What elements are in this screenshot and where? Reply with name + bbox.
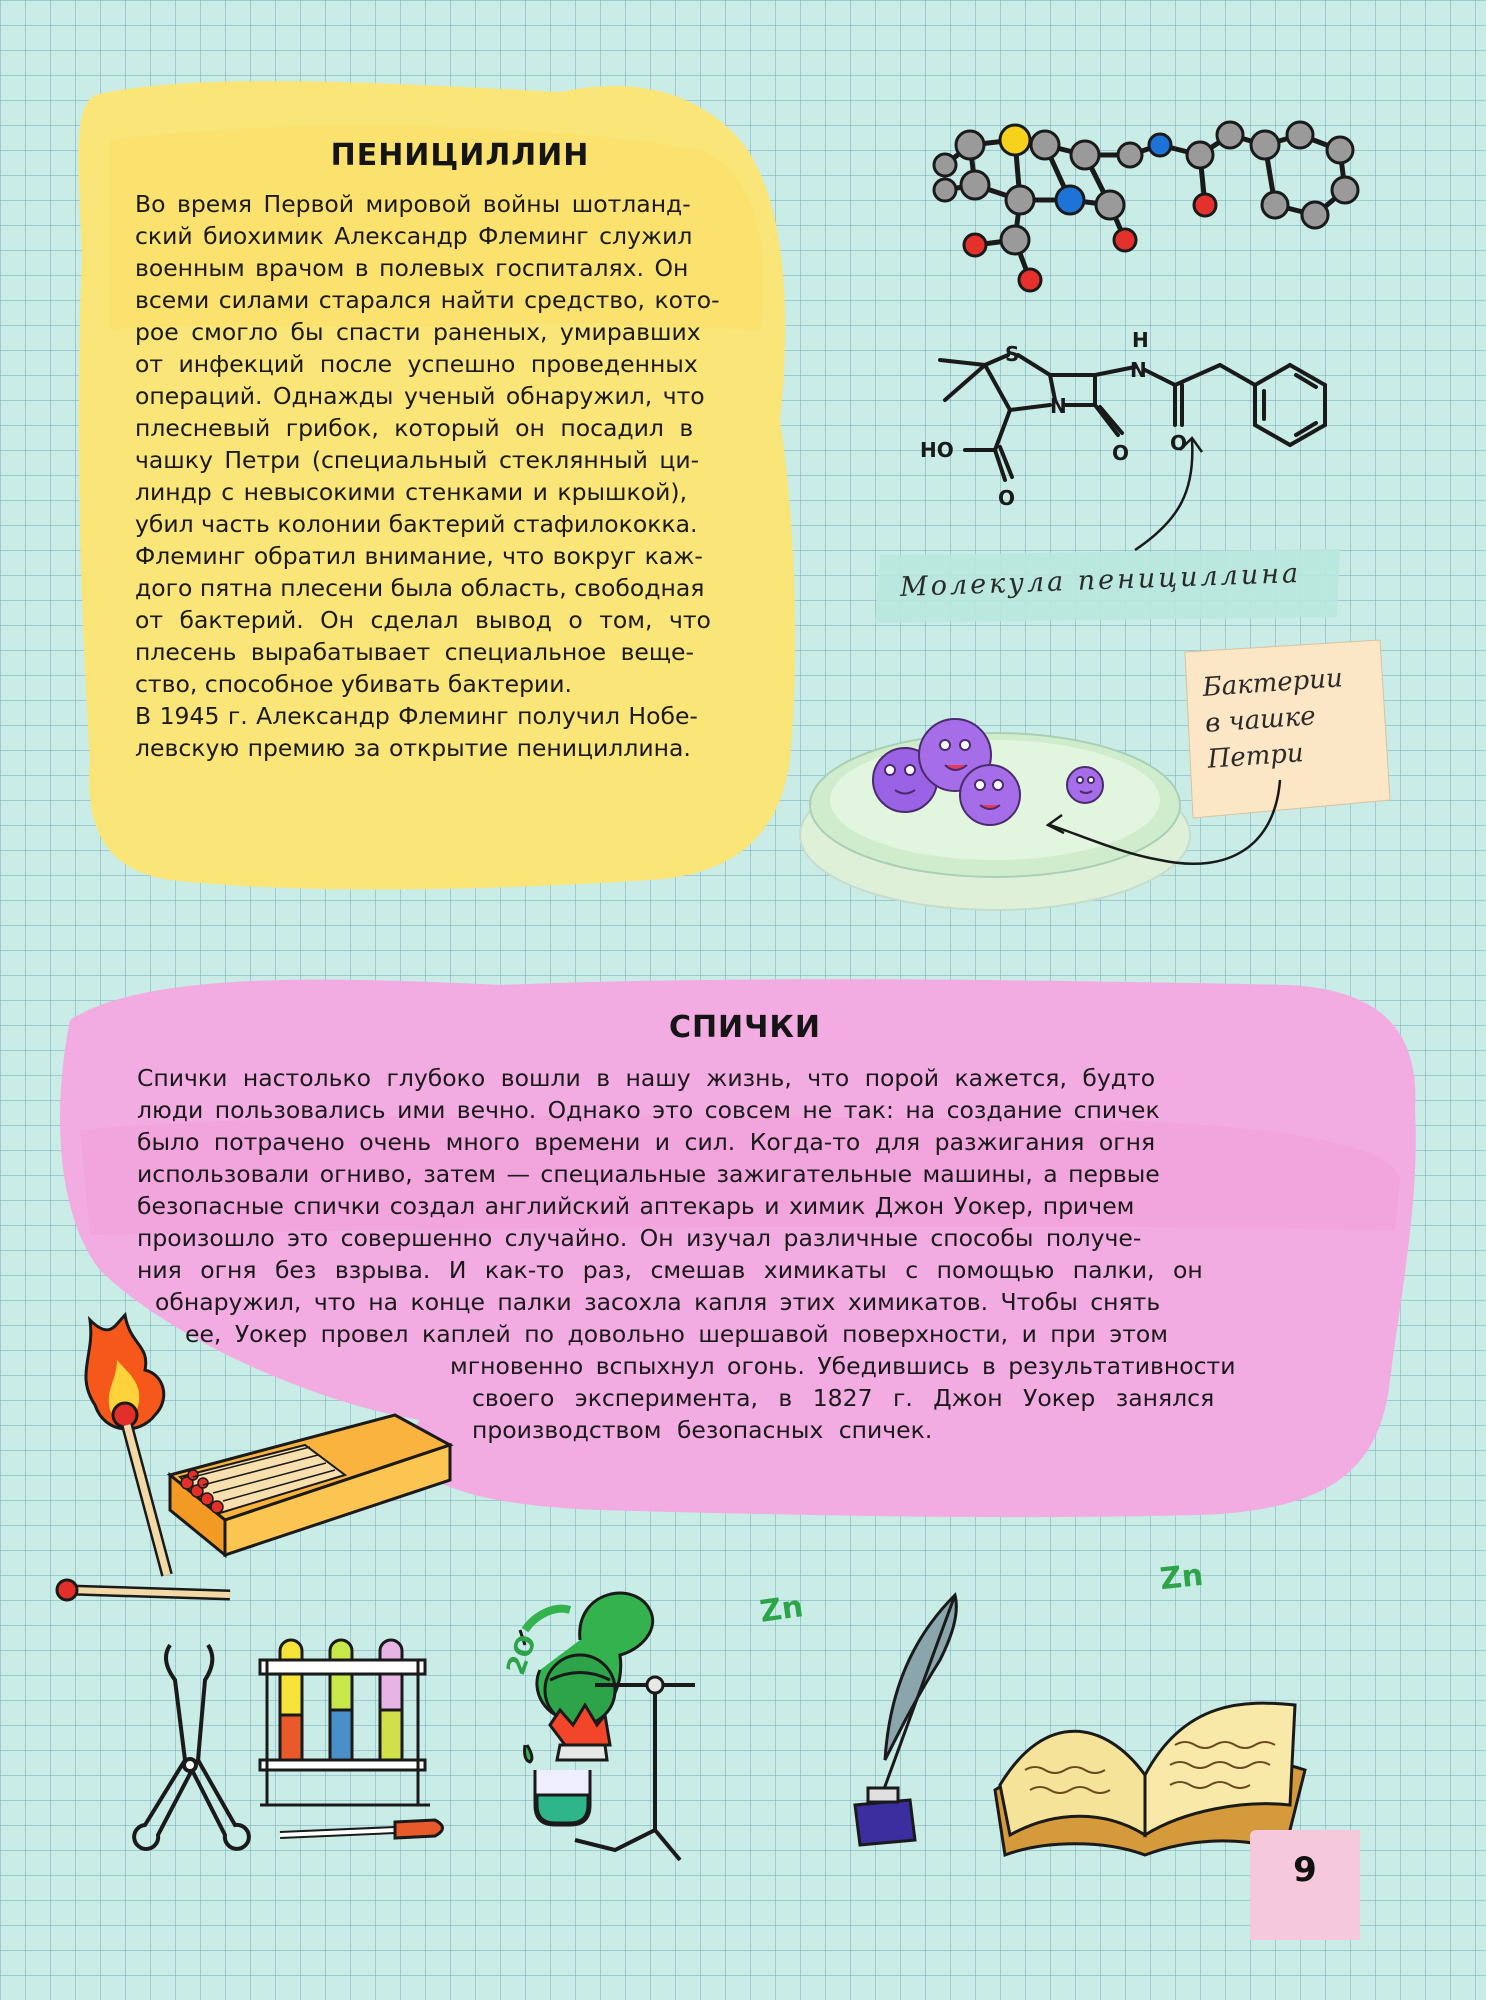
penicillin-ball-stick-model [940, 110, 1380, 330]
test-tube-rack-illustration [255, 1630, 455, 1860]
formula-amide-n: N [1130, 358, 1147, 382]
open-book-illustration [985, 1650, 1315, 1860]
penicillin-line: Флеминг обратил внимание, что вокруг каж- [135, 542, 703, 570]
matches-title: СПИЧКИ [668, 1010, 822, 1045]
molecule-arrow [1120, 420, 1220, 560]
oxygen-symbol: 2O [501, 1630, 544, 1680]
formula-sulfur: S [1005, 342, 1020, 366]
matches-line: ния огня без взрыва. И как-то раз, смешав химикаты с помощью палки, он [137, 1256, 1203, 1284]
formula-oxygen: O [1170, 431, 1188, 455]
matches-line: мгновенно вспыхнул огонь. Убедившись в результативности [450, 1352, 1236, 1380]
penicillin-line: рое смогло бы спасти раненых, умиравших [135, 318, 701, 346]
formula-nitrogen: N [1050, 394, 1067, 418]
penicillin-text [135, 188, 800, 764]
penicillin-title: ПЕНИЦИЛЛИН [330, 138, 590, 173]
matches-line: производством безопасных спичек. [472, 1416, 933, 1444]
matches-line: Спички настолько глубоко вошли в нашу жизнь, что порой кажется, будто [137, 1064, 1156, 1092]
bacteria-label-line: в чашке [1204, 701, 1317, 739]
crucible-tongs-illustration [130, 1640, 245, 1850]
penicillin-line: дого пятна плесени была область, свободная [135, 574, 705, 602]
bacteria-arrow [1040, 775, 1300, 885]
matchbox-illustration [55, 1315, 475, 1625]
chemistry-apparatus-illustration [495, 1570, 785, 1870]
penicillin-line: В 1945 г. Александр Флеминг получил Нобе- [135, 702, 698, 730]
penicillin-line: от бактерий. Он сделал вывод о том, что [135, 606, 711, 634]
penicillin-line: от инфекций после успешно проведенных [135, 350, 698, 378]
penicillin-line: чашку Петри (специальный стеклянный ци- [135, 446, 700, 474]
penicillin-line: плесень вырабатывает специальное веще- [135, 638, 694, 666]
molecule-label: Молекула пенициллина [899, 558, 1302, 603]
matches-line: было потрачено очень много времени и сил. Когда-то для разжигания огня [137, 1128, 1156, 1156]
formula-oxygen: O [1112, 441, 1130, 465]
zinc-symbol: Zn [757, 1589, 806, 1630]
penicillin-line: Во время Первой мировой войны шотланд- [135, 190, 691, 218]
matches-line: обнаружил, что на конце палки засохла капля этих химикатов. Чтобы снять [155, 1288, 1161, 1316]
page-number: 9 [1293, 1850, 1317, 1890]
matches-line: безопасные спички создал английский аптекарь и химик Джон Уокер, причем [137, 1192, 1135, 1220]
zinc-symbol: Zn [1158, 1557, 1205, 1598]
matches-line: своего эксперимента, в 1827 г. Джон Уокер занялся [472, 1384, 1215, 1412]
formula-hydrogen: H [1132, 328, 1149, 352]
penicillin-line: операций. Однажды ученый обнаружил, что [135, 382, 705, 410]
formula-oxygen: O [998, 486, 1016, 510]
penicillin-line: линдр с невысокими стенками и крышкой), [135, 478, 688, 506]
penicillin-line: плесневый грибок, который он посадил в [135, 414, 694, 442]
quill-and-ink-illustration [840, 1590, 970, 1860]
penicillin-line: ский биохимик Александр Флеминг служил [135, 222, 693, 250]
matches-line: произошло это совершенно случайно. Он изучал различные способы получе- [137, 1224, 1142, 1252]
penicillin-line: военным врачом в полевых госпиталях. Он [135, 254, 689, 282]
penicillin-line: всеми силами старался найти средство, кото- [135, 286, 720, 314]
formula-hydroxyl: HO [920, 438, 954, 462]
bacteria-label-line: Бактерии [1201, 663, 1344, 703]
penicillin-line: ство, способное убивать бактерии. [135, 670, 572, 698]
penicillin-line: левскую премию за открытие пенициллина. [135, 734, 691, 762]
bacteria-label-line: Петри [1206, 738, 1305, 775]
matches-line: использовали огниво, затем — специальные зажигательные машины, а первые [137, 1160, 1160, 1188]
matches-line: люди пользовались ими вечно. Однако это совсем не так: на создание спичек [137, 1096, 1160, 1124]
matches-line: ее, Уокер провел каплей по довольно шершавой поверхности, и при этом [185, 1320, 1169, 1348]
penicillin-line: убил часть колонии бактерий стафилококка. [135, 510, 698, 538]
bacteria-label [1201, 660, 1349, 778]
